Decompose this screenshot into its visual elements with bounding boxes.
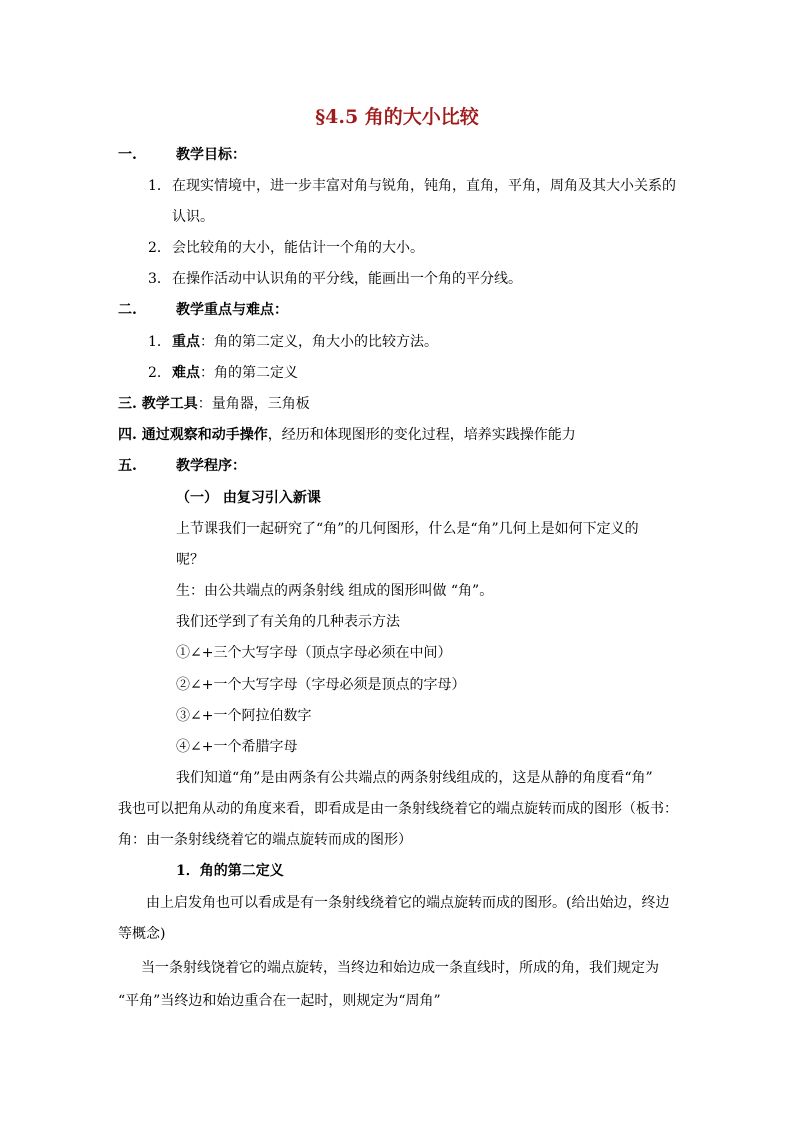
page-title: §4.5 角的大小比较 (315, 106, 479, 128)
item-text: 会比较角的大小，能估计一个角的大小。 (172, 240, 424, 256)
item-label: 重点 (172, 334, 200, 350)
paragraph: 生：由公共端点的两条射线 组成的图形叫做 “角”。 (176, 583, 494, 599)
section-number: 一. (118, 147, 137, 163)
subsection-heading: （一） 由复习引入新课 (176, 490, 321, 506)
item-text: ：角的第二定义 (200, 365, 298, 381)
method-item: ③∠+一个阿拉伯数字 (176, 708, 312, 724)
paragraph: “平角”当终边和始边重合在一起时，则规定为“周角” (118, 993, 441, 1009)
method-item: ②∠+一个大写字母（字母必须是顶点的字母） (176, 677, 466, 693)
list-item (148, 332, 438, 352)
section-heading: 教学程序： (176, 458, 246, 474)
list-item (148, 363, 298, 383)
list-item (148, 269, 522, 289)
paragraph: 等概念) (118, 926, 166, 942)
item-number: 3． (148, 271, 171, 287)
paragraph: 当一条射线饶着它的端点旋转，当终边和始边成一条直线时，所成的角，我们规定为 (141, 960, 659, 976)
section-text: ：量角器，三角板 (197, 396, 310, 412)
section-label: 四. 通过观察和动手操作 (118, 427, 268, 443)
paragraph: 我们还学到了有关角的几种表示方法 (176, 614, 400, 630)
method-item: ①∠+三个大写字母（顶点字母必须在中间） (176, 645, 452, 661)
paragraph: 呢？ (176, 552, 204, 568)
list-item-continuation: 认识。 (172, 209, 214, 225)
item-number: 1． (148, 334, 171, 350)
item-text: 在操作活动中认识角的平分线，能画出一个角的平分线。 (172, 271, 522, 287)
item-label: 难点 (172, 365, 200, 381)
paragraph: 角：由一条射线绕着它的端点旋转而成的图形） (118, 832, 412, 848)
section-number: 二. (118, 302, 137, 318)
paragraph: 由上启发角也可以看成是有一条射线绕着它的端点旋转而成的图形。(给出始边，终边 (146, 895, 670, 911)
item-number: 2． (148, 240, 171, 256)
section-heading: 教学重点与难点： (176, 302, 288, 318)
section-heading: 教学目标： (176, 147, 246, 163)
list-item (148, 176, 676, 196)
item-number: 2． (148, 365, 171, 381)
section-number: 五. (118, 458, 137, 474)
item-text: ：角的第二定义，角大小的比较方法。 (200, 334, 438, 350)
paragraph: 我也可以把角从动的角度来看，即看成是由一条射线绕着它的端点旋转而成的图形（板书： (118, 801, 678, 817)
section-tools (118, 394, 310, 414)
method-item: ④∠+一个希腊字母 (176, 739, 298, 755)
list-item (148, 238, 424, 258)
section-label: 三. 教学工具 (118, 396, 198, 412)
section-text: ，经历和体现图形的变化过程，培养实践操作能力 (267, 427, 576, 443)
item-number: 1． (148, 178, 171, 194)
section-observe (118, 425, 576, 445)
paragraph: 上节课我们一起研究了“角”的几何图形，什么是“角”几何上是如何下定义的 (176, 521, 639, 537)
subsection-heading: 1．角的第二定义 (176, 863, 284, 879)
item-text: 在现实情境中，进一步丰富对角与锐角，钝角，直角，平角，周角及其大小关系的 (172, 178, 676, 194)
paragraph: 我们知道“角”是由两条有公共端点的两条射线组成的，这是从静的角度看“角” (176, 770, 653, 786)
